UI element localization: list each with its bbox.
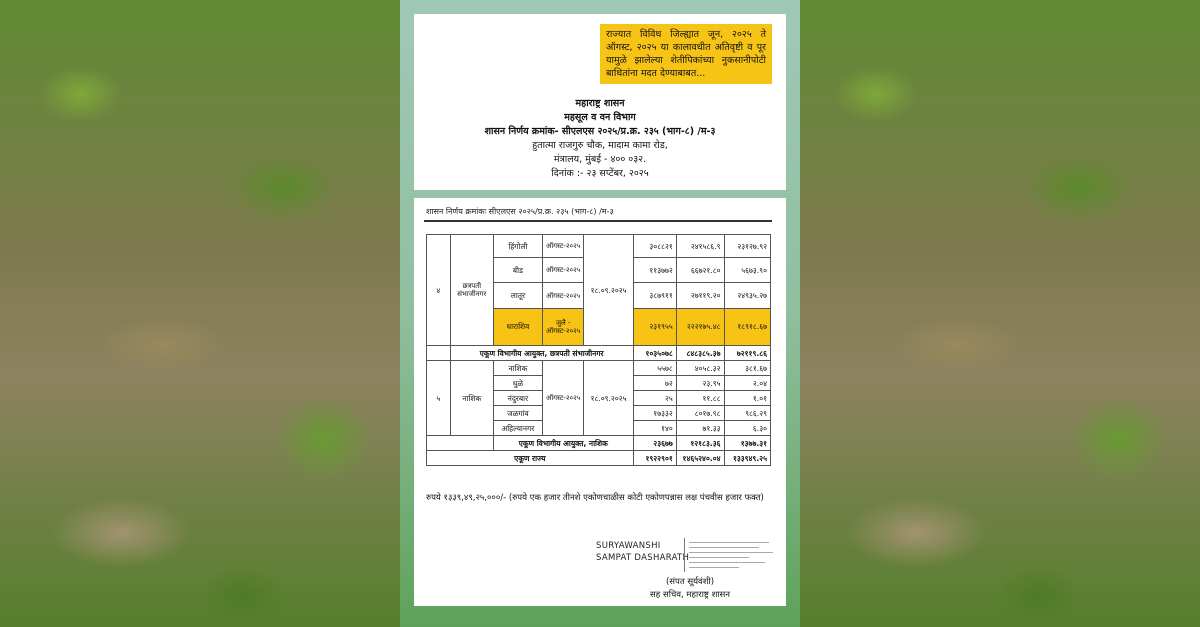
cell-amount: २४९३५.२७ <box>724 283 771 308</box>
cell-area: ८०१७.९८ <box>676 406 724 421</box>
cell-amount: १८९१८.६७ <box>724 308 771 345</box>
relief-table <box>426 234 771 466</box>
cell-area: २४१५८६.९ <box>676 235 724 258</box>
cell-farmers: ३०८८२१ <box>633 235 676 258</box>
signature-name-line2: SAMPAT DASHARATH <box>596 553 690 563</box>
header-department: महसूल व वन विभाग <box>564 112 636 123</box>
cell-amount: ७२११९.८६ <box>724 346 771 361</box>
signature-name-line1: SURYAWANSHI <box>596 541 661 551</box>
signer-block <box>650 576 730 602</box>
cell-farmers: १७३३२ <box>633 406 676 421</box>
cell-farmers: ३८७९११ <box>633 283 676 308</box>
signer-name: (संपत सूर्यवंशी) <box>665 577 715 587</box>
cell-area: २७११९.२० <box>676 283 724 308</box>
cell-amount: २.०४ <box>724 376 771 391</box>
empty-cell <box>427 436 494 451</box>
header-resolution-number: शासन निर्णय क्रमांक- सीएलएस २०२५/प्र.क्र. २३५ (भाग-८) /म-३ <box>484 126 716 137</box>
cell-area: १४६५२४०.०४ <box>676 451 724 466</box>
cell-amount: २३१२७.९२ <box>724 235 771 258</box>
cell-farmers: २३१९५५ <box>633 308 676 345</box>
table-row <box>427 235 771 258</box>
cell-farmers: ७२ <box>633 376 676 391</box>
report-date: १८.०९.२०२५ <box>584 235 633 346</box>
cell-amount: ६.३० <box>724 421 771 436</box>
cell-area: २३.९५ <box>676 376 724 391</box>
crop-field-photo-left <box>0 0 405 627</box>
header-government: महाराष्ट्र शासन <box>575 98 625 109</box>
cell-area: ४०५८.३२ <box>676 361 724 376</box>
cell-area: ११.८८ <box>676 391 724 406</box>
subtotal-label: एकूण विभागीय आयुक्त, नाशिक <box>493 436 633 451</box>
cell-area: ६६७२१.८० <box>676 258 724 283</box>
cell-farmers: १०३५०७८ <box>633 346 676 361</box>
division-name: नाशिक <box>450 361 493 436</box>
state-total-label: एकूण राज्य <box>427 451 634 466</box>
crop-field-photo-right <box>795 0 1200 627</box>
period: ऑगस्ट-२०२५ <box>542 235 583 258</box>
district-name: लातूर <box>493 283 542 308</box>
district-name: नंदुरबार <box>493 391 542 406</box>
cell-farmers: २५ <box>633 391 676 406</box>
subtotal-label: एकूण विभागीय आयुक्त, छत्रपती संभाजीनगर <box>450 346 633 361</box>
subject-notice: राज्यात विविध जिल्ह्यात जून, २०२५ ते ऑगस्ट, २०२५ या कालावधीत अतिवृष्टी व पूर यामुळे झालेल्या शेतीपिकांच्या नुकसानीपोटी बाधितांना मदत देण्याबाबत... <box>600 24 772 84</box>
district-name: धुळे <box>493 376 542 391</box>
cell-amount: १.०१ <box>724 391 771 406</box>
page2-rule <box>424 220 772 222</box>
cell-area: ८४८३८५.३७ <box>676 346 724 361</box>
period: ऑगस्ट-२०२५ <box>542 361 583 436</box>
digital-signature-name <box>596 540 689 564</box>
cell-area: १२१८३.३६ <box>676 436 724 451</box>
empty-cell <box>427 346 451 361</box>
cell-amount: १३३९४९.२५ <box>724 451 771 466</box>
division-sr: ५ <box>427 361 451 436</box>
cell-amount: १३७७.३१ <box>724 436 771 451</box>
cell-area: ७१.३३ <box>676 421 724 436</box>
table-row <box>427 361 771 376</box>
division-name: छत्रपती संभाजीनगर <box>450 235 493 346</box>
cell-farmers: २३६७७ <box>633 436 676 451</box>
district-name: बीड <box>493 258 542 283</box>
district-name: हिंगोली <box>493 235 542 258</box>
page2-reference: शासन निर्णय क्रमांकः सीएलएस २०२५/प्र.क्र. २३५ (भाग-८) /म-३ <box>426 207 614 216</box>
cell-area: २२२१७५.४८ <box>676 308 724 345</box>
cell-farmers: ५५७८ <box>633 361 676 376</box>
header-address-line2: मंत्रालय, मुंबई - ४०० ०३२. <box>553 154 647 165</box>
period: ऑगस्ट-२०२५ <box>542 258 583 283</box>
signer-title: सह सचिव, महाराष्ट्र शासन <box>650 590 731 600</box>
district-name: जळगांव <box>493 406 542 421</box>
period: ऑगस्ट-२०२५ <box>542 283 583 308</box>
cell-amount: ९८६.२९ <box>724 406 771 421</box>
cell-farmers: १४० <box>633 421 676 436</box>
period: जुलै - ऑगस्ट-२०२५ <box>542 308 583 345</box>
district-name: धाराशिव <box>493 308 542 345</box>
district-name: अहिल्यानगर <box>493 421 542 436</box>
amount-in-words: रुपये १३३९,४९,२५,०००/- (रुपये एक हजार तीनशे एकोणचाळीस कोटी एकोणपन्नास लक्ष पंचवीस हजार फक्त) <box>426 493 764 503</box>
report-date: १८.०९.२०२५ <box>584 361 633 436</box>
division-sr: ४ <box>427 235 451 346</box>
table-row-total <box>427 451 771 466</box>
district-name: नाशिक <box>493 361 542 376</box>
cell-farmers: १९२२९०१ <box>633 451 676 466</box>
table-row-subtotal <box>427 436 771 451</box>
header-date: दिनांक :- २३ सप्टेंबर, २०२५ <box>551 168 649 179</box>
digital-signature-stamp <box>684 538 777 572</box>
cell-amount: ५६७३.९० <box>724 258 771 283</box>
table-row-subtotal <box>427 346 771 361</box>
header-address-line1: हुतात्मा राजगुरु चौक, मादाम कामा रोड, <box>532 140 668 151</box>
cell-amount: ३८१.६७ <box>724 361 771 376</box>
cell-farmers: ११३७७२ <box>633 258 676 283</box>
document-header <box>418 97 782 181</box>
